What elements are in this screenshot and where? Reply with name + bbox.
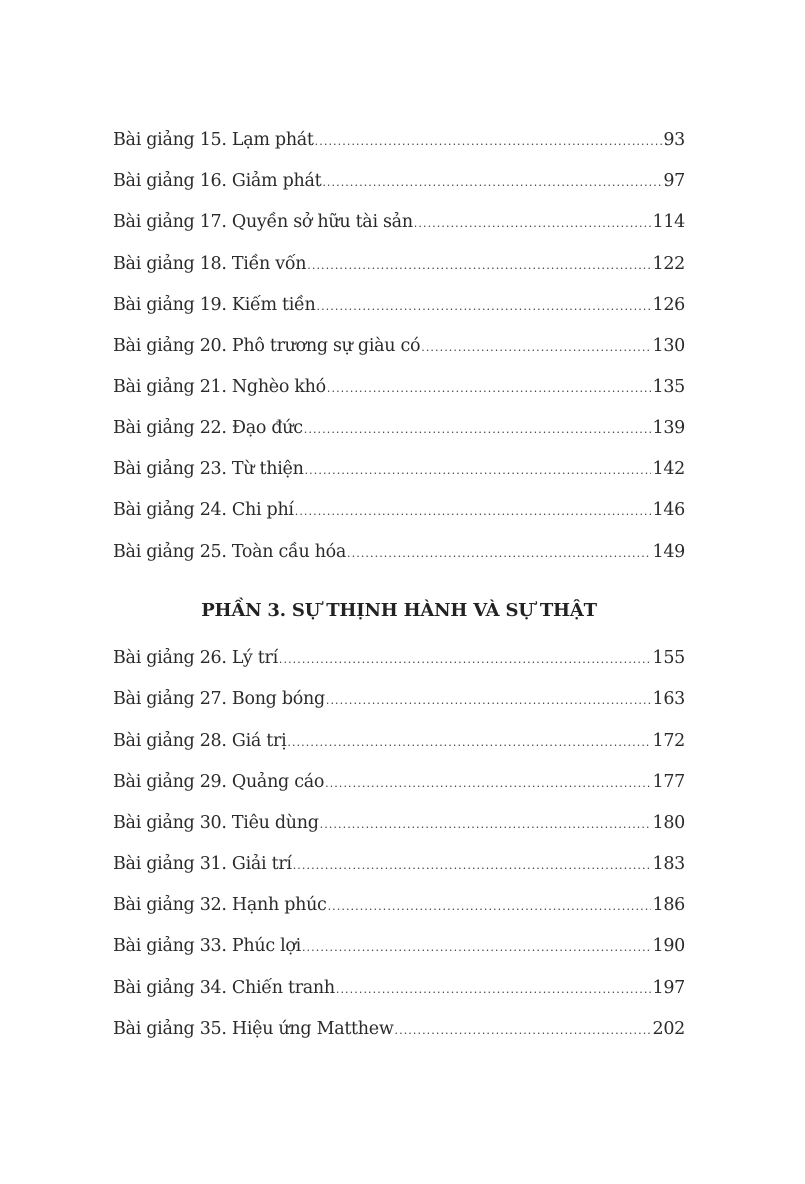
toc-entry xyxy=(113,333,685,359)
toc-entry xyxy=(113,975,685,1001)
entry-page: 130 xyxy=(652,336,685,356)
dot-leader xyxy=(304,417,652,443)
toc-entry xyxy=(113,892,685,918)
entry-title: Bài giảng 22. Đạo đức xyxy=(113,418,303,438)
entry-title: Bài giảng 21. Nghèo khó xyxy=(113,377,326,397)
entry-page: 177 xyxy=(652,772,685,792)
entry-page: 135 xyxy=(652,377,685,397)
entry-page: 155 xyxy=(652,648,685,668)
dot-leader xyxy=(336,977,652,1003)
entry-page: 97 xyxy=(663,171,685,191)
toc-entry xyxy=(113,851,685,877)
toc-entry xyxy=(113,645,685,671)
dot-leader xyxy=(326,688,652,714)
toc-entry xyxy=(113,539,685,565)
dot-leader xyxy=(302,935,652,961)
toc-entry xyxy=(113,251,685,277)
entry-page: 183 xyxy=(652,854,685,874)
toc-entry xyxy=(113,1016,685,1042)
entry-page: 172 xyxy=(652,731,685,751)
dot-leader xyxy=(293,853,652,879)
entry-title: Bài giảng 31. Giải trí xyxy=(113,854,292,874)
toc-entry xyxy=(113,374,685,400)
dot-leader xyxy=(414,211,652,237)
entry-title: Bài giảng 20. Phô trương sự giàu có xyxy=(113,336,421,356)
entry-page: 149 xyxy=(652,542,685,562)
dot-leader xyxy=(322,170,662,196)
entry-page: 146 xyxy=(652,500,685,520)
toc-entry xyxy=(113,497,685,523)
entry-title: Bài giảng 25. Toàn cầu hóa xyxy=(113,542,347,562)
toc-entry xyxy=(113,810,685,836)
toc-entry xyxy=(113,127,685,153)
entry-page: 142 xyxy=(652,459,685,479)
dot-leader xyxy=(320,812,652,838)
entry-page: 202 xyxy=(652,1019,685,1039)
toc-entry xyxy=(113,728,685,754)
entry-page: 93 xyxy=(663,130,685,150)
entry-title: Bài giảng 17. Quyền sở hữu tài sản xyxy=(113,212,413,232)
entry-title: Bài giảng 30. Tiêu dùng xyxy=(113,813,319,833)
entry-title: Bài giảng 34. Chiến tranh xyxy=(113,978,335,998)
entry-page: 126 xyxy=(652,295,685,315)
toc-entry xyxy=(113,168,685,194)
entry-page: 139 xyxy=(652,418,685,438)
entry-page: 186 xyxy=(652,895,685,915)
toc-entry xyxy=(113,769,685,795)
dot-leader xyxy=(279,647,652,673)
entry-page: 180 xyxy=(652,813,685,833)
dot-leader xyxy=(347,541,651,567)
toc-entry xyxy=(113,292,685,318)
entry-title: Bài giảng 24. Chi phí xyxy=(113,500,294,520)
dot-leader xyxy=(315,129,663,155)
toc-entry xyxy=(113,686,685,712)
entry-title: Bài giảng 32. Hạnh phúc xyxy=(113,895,327,915)
entry-title: Bài giảng 29. Quảng cáo xyxy=(113,772,325,792)
entry-title: Bài giảng 18. Tiền vốn xyxy=(113,254,307,274)
entry-title: Bài giảng 28. Giá trị xyxy=(113,731,287,751)
dot-leader xyxy=(287,730,651,756)
entry-page: 190 xyxy=(652,936,685,956)
dot-leader xyxy=(328,894,652,920)
dot-leader xyxy=(295,499,652,525)
dot-leader xyxy=(307,253,651,279)
entry-title: Bài giảng 23. Từ thiện xyxy=(113,459,304,479)
entry-title: Bài giảng 19. Kiếm tiền xyxy=(113,295,316,315)
entry-page: 163 xyxy=(652,689,685,709)
entry-title: Bài giảng 15. Lạm phát xyxy=(113,130,314,150)
entry-title: Bài giảng 35. Hiệu ứng Matthew xyxy=(113,1019,394,1039)
dot-leader xyxy=(421,335,651,361)
entry-title: Bài giảng 33. Phúc lợi xyxy=(113,936,301,956)
dot-leader xyxy=(325,771,651,797)
dot-leader xyxy=(395,1018,652,1044)
dot-leader xyxy=(327,376,652,402)
toc-entry xyxy=(113,209,685,235)
section-heading: PHẦN 3. SỰ THỊNH HÀNH VÀ SỰ THẬT xyxy=(201,600,597,621)
entry-page: 114 xyxy=(652,212,685,232)
entry-title: Bài giảng 27. Bong bóng xyxy=(113,689,325,709)
toc-entry xyxy=(113,456,685,482)
dot-leader xyxy=(316,294,651,320)
toc-entry xyxy=(113,933,685,959)
entry-page: 197 xyxy=(652,978,685,998)
entry-title: Bài giảng 16. Giảm phát xyxy=(113,171,322,191)
toc-entry xyxy=(113,415,685,441)
entry-page: 122 xyxy=(652,254,685,274)
dot-leader xyxy=(305,458,652,484)
entry-title: Bài giảng 26. Lý trí xyxy=(113,648,278,668)
